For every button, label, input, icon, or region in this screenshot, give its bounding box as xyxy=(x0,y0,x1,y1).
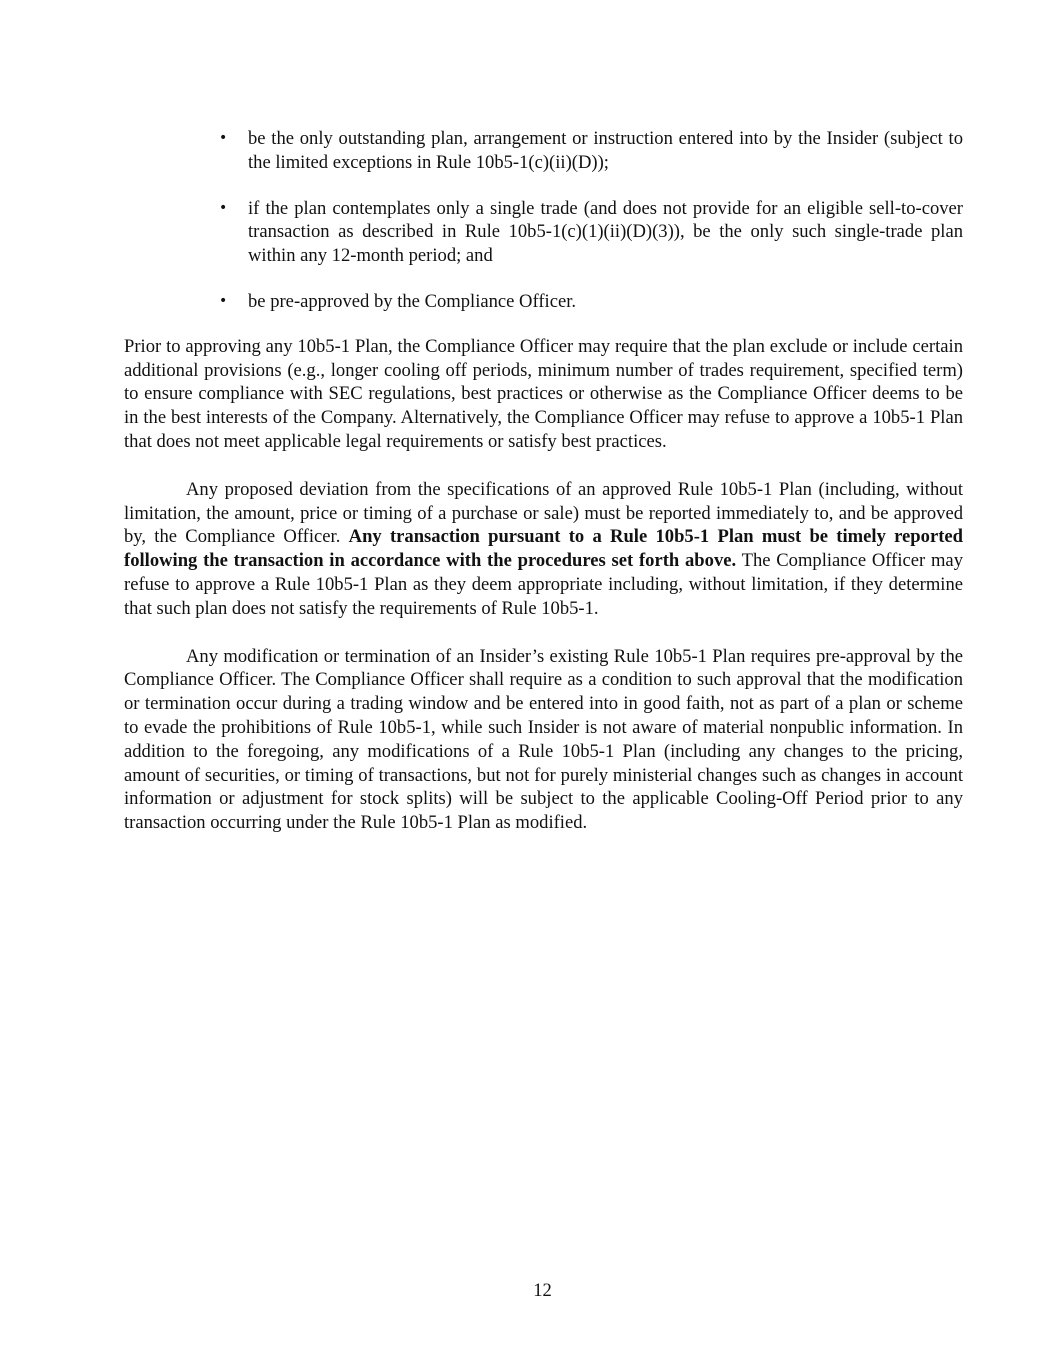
paragraph-modification-termination: Any modification or termination of an Insider’s existing Rule 10b5-1 Plan requires pre-approval by the Compliance Officer. The Compliance Officer shall require as a condition to such approval that the modification or termination occur during a trading window and be entered into in good faith, not as part of a plan or scheme to evade the prohibitions of Rule 10b5-1, while such Insider is not aware of material nonpublic information. In addition to the foregoing, any modifications of a Rule 10b5-1 Plan (including any changes to the pricing, amount of securities, or timing of transactions, but not for purely ministerial changes such as changes in account information or adjustment for stock splits) will be subject to the applicable Cooling-Off Period prior to any transaction occurring under the Rule 10b5-1 Plan as modified. xyxy=(124,645,963,834)
bullet-icon: • xyxy=(219,130,228,146)
paragraph-approval-provisions: Prior to approving any 10b5-1 Plan, the Compliance Officer may require that the plan exclude or include certain additional provisions (e.g., longer cooling off periods, minimum number of trades requirement, specified term) to ensure compliance with SEC regulations, best practices or otherwise as the Compliance Officer deems to be in the best interests of the Company. Alternatively, the Compliance Officer may refuse to approve a 10b5-1 Plan that does not meet applicable legal requirements or satisfy best practices. xyxy=(124,335,963,452)
bullet-icon: • xyxy=(219,199,228,216)
deviation-text: Any proposed deviation from the specifications of an approved Rule 10b5-1 Plan (including, without limitation, the amount, price or timing of a purchase or sale) must be reported immediately to, and be approved by, the Compliance Officer. xyxy=(124,478,963,548)
deviation-text-continued: The Compliance Officer may refuse to approve a Rule 10b5-1 Plan as they deem appropriate including, without limitation, if they determine that such plan does not satisfy the requirements of Rule 10b5-1. xyxy=(124,550,963,619)
bullet-text: if the plan contemplates only a single trade (and does not provide for an eligible sell-to-cover transaction as described in Rule 10b5-1(c)(1)(ii)(D)(3)), be the only such single-trade plan within any 12-month period; and xyxy=(248,197,963,267)
document-page xyxy=(124,127,963,859)
bullet-text: be the only outstanding plan, arrangement or instruction entered into by the Insider (subject to the limited exceptions in Rule 10b5-1(c)(ii)(D)); xyxy=(248,128,963,173)
bullet-icon: • xyxy=(219,292,228,309)
bullet-item-only-outstanding-plan xyxy=(219,127,963,175)
paragraph-proposed-deviation xyxy=(124,478,963,621)
page-number: 12 xyxy=(533,1280,552,1301)
bullet-item-pre-approved xyxy=(219,290,963,314)
deviation-bold-text: Any transaction pursuant to a Rule 10b5-1 Plan must be timely reported following the transaction in accordance with the procedures set forth above. xyxy=(124,526,963,572)
bullet-item-single-trade-plan xyxy=(219,197,963,268)
requirements-bullet-list xyxy=(124,127,963,314)
bullet-text: be pre-approved by the Compliance Officer. xyxy=(248,290,577,312)
